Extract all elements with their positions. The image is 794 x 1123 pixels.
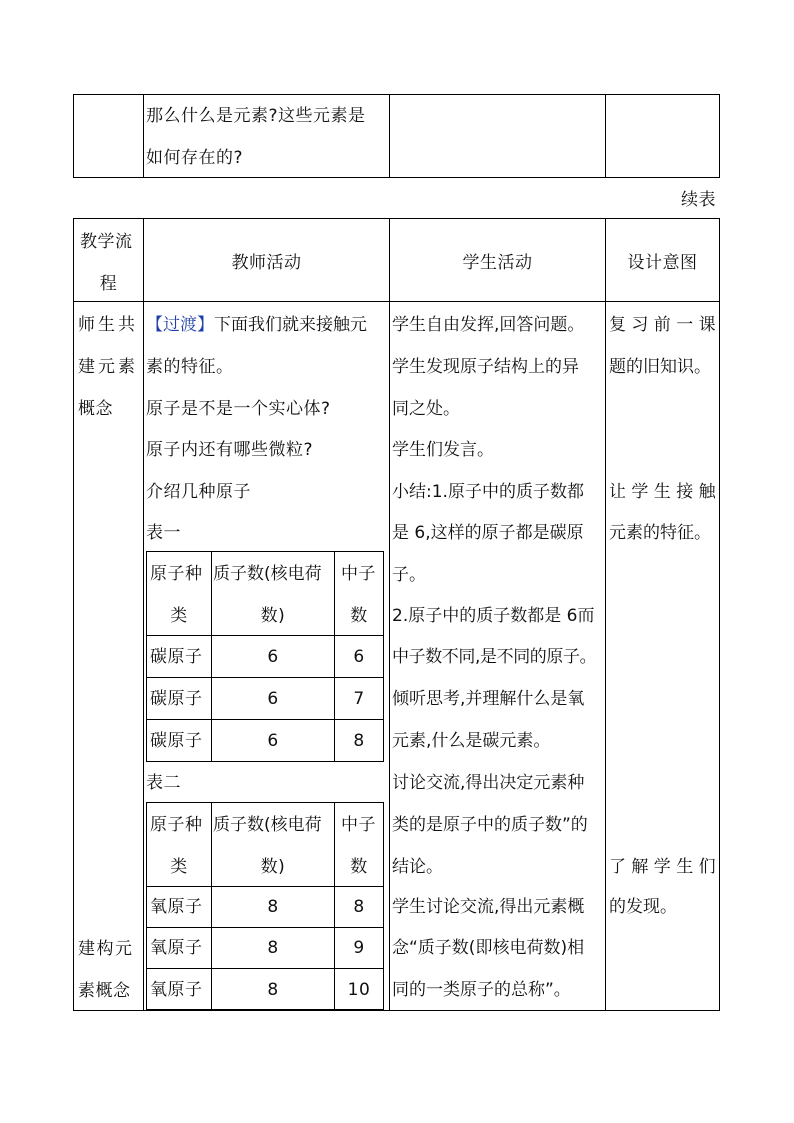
t2-row2-name: 氧原子 — [150, 938, 203, 958]
student-line-6: 是 6,这样的原子都是碳原 — [392, 523, 584, 543]
header-student: 学生活动 — [462, 253, 533, 273]
flow-part2-line2: 素概念 — [78, 981, 131, 1001]
t2-row3-neutrons: 10 — [347, 980, 371, 1000]
t1-header-neutrons-1: 中子 — [341, 564, 376, 584]
t1-row3-protons: 6 — [267, 731, 279, 751]
teacher-q2: 原子内还有哪些微粒? — [146, 440, 314, 460]
t1-header-kind-1: 原子种 — [150, 564, 203, 584]
student-line-17: 同的一类原子的总称”。 — [392, 980, 571, 1000]
t1-header-protons-2: 数) — [260, 606, 286, 626]
t1-row1-neutrons: 6 — [353, 647, 365, 667]
header-flow-line1: 教学流 — [80, 232, 133, 252]
flow-part1-line1: 师生共 — [78, 315, 138, 335]
teacher-transition — [146, 315, 367, 335]
transition-text: 下面我们就来接触元 — [214, 315, 367, 335]
t2-row2-protons: 8 — [267, 938, 279, 958]
t1-row2-neutrons: 7 — [353, 689, 365, 709]
table2-title: 表二 — [146, 773, 181, 793]
t2-row2-neutrons: 9 — [353, 938, 365, 958]
transition-tag: 【过渡】 — [146, 315, 214, 335]
t1-row2-protons: 6 — [267, 689, 279, 709]
t1-header-neutrons-2: 数 — [350, 606, 368, 626]
t1-row3-name: 碳原子 — [150, 731, 203, 751]
t2-row1-neutrons: 8 — [353, 897, 365, 917]
t2-row1-name: 氧原子 — [150, 897, 203, 917]
student-line-8: 2.原子中的质子数都是 6而 — [392, 606, 595, 626]
design-line-5: 了 解 学 生 们 — [609, 857, 716, 877]
flow-part1-line2: 建元素 — [78, 357, 138, 377]
student-line-12: 讨论交流,得出决定元素种 — [392, 773, 585, 793]
t2-row1-protons: 8 — [267, 897, 279, 917]
student-line-5: 小结:1.原子中的质子数都 — [392, 482, 584, 502]
t1-row2-name: 碳原子 — [150, 689, 203, 709]
student-line-14: 结论。 — [392, 857, 443, 877]
flow-part2-line1: 建构元 — [78, 939, 134, 959]
t1-header-kind-2: 类 — [170, 606, 188, 626]
teacher-intro: 介绍几种原子 — [146, 482, 251, 502]
teacher-q1: 原子是不是一个实心体? — [146, 399, 331, 419]
design-line-6: 的发现。 — [609, 897, 677, 917]
header-flow-line2: 程 — [99, 274, 118, 294]
student-line-1: 学生自由发挥,回答问题。 — [392, 315, 585, 335]
student-line-10: 倾听思考,并理解什么是氧 — [392, 689, 585, 709]
t1-row3-neutrons: 8 — [353, 731, 365, 751]
t1-row1-name: 碳原子 — [150, 647, 203, 667]
student-line-7: 子。 — [392, 565, 426, 585]
top-line-2: 如何存在的? — [146, 148, 244, 168]
t1-row1-protons: 6 — [267, 647, 279, 667]
student-line-15: 学生讨论交流,得出元素概 — [392, 897, 585, 917]
flow-part1-line3: 概念 — [78, 399, 113, 419]
student-line-4: 学生们发言。 — [392, 440, 494, 460]
t2-row3-name: 氧原子 — [150, 980, 203, 1000]
continued-label: 续表 — [681, 190, 716, 210]
student-line-11: 元素,什么是碳元素。 — [392, 731, 551, 751]
student-line-9: 中子数不同,是不同的原子。 — [392, 647, 597, 667]
student-line-2: 学生发现原子结构上的异 — [392, 357, 579, 377]
t2-header-neutrons-1: 中子 — [341, 815, 376, 835]
top-line-1: 那么什么是元素?这些元素是 — [146, 106, 366, 126]
header-design: 设计意图 — [627, 253, 698, 273]
header-teacher: 教师活动 — [231, 253, 302, 273]
t2-header-protons-1: 质子数(核电荷 — [213, 815, 322, 835]
t2-row3-protons: 8 — [267, 980, 279, 1000]
design-line-3: 让 学 生 接 触 — [609, 482, 716, 502]
design-line-4: 元素的特征。 — [609, 523, 711, 543]
t2-header-protons-2: 数) — [260, 857, 286, 877]
t2-header-kind-1: 原子种 — [150, 815, 203, 835]
table1-title: 表一 — [146, 523, 181, 543]
design-line-2: 题的旧知识。 — [609, 357, 711, 377]
student-line-16: 念“质子数(即核电荷数)相 — [392, 938, 585, 958]
t2-header-neutrons-2: 数 — [350, 857, 368, 877]
student-line-3: 同之处。 — [392, 399, 460, 419]
student-line-13: 类的是原子中的质子数”的 — [392, 815, 588, 835]
t1-header-protons-1: 质子数(核电荷 — [213, 564, 322, 584]
design-line-1: 复 习 前 一 课 — [609, 315, 716, 335]
t2-header-kind-2: 类 — [170, 857, 188, 877]
teacher-transition-cont: 素的特征。 — [146, 357, 234, 377]
